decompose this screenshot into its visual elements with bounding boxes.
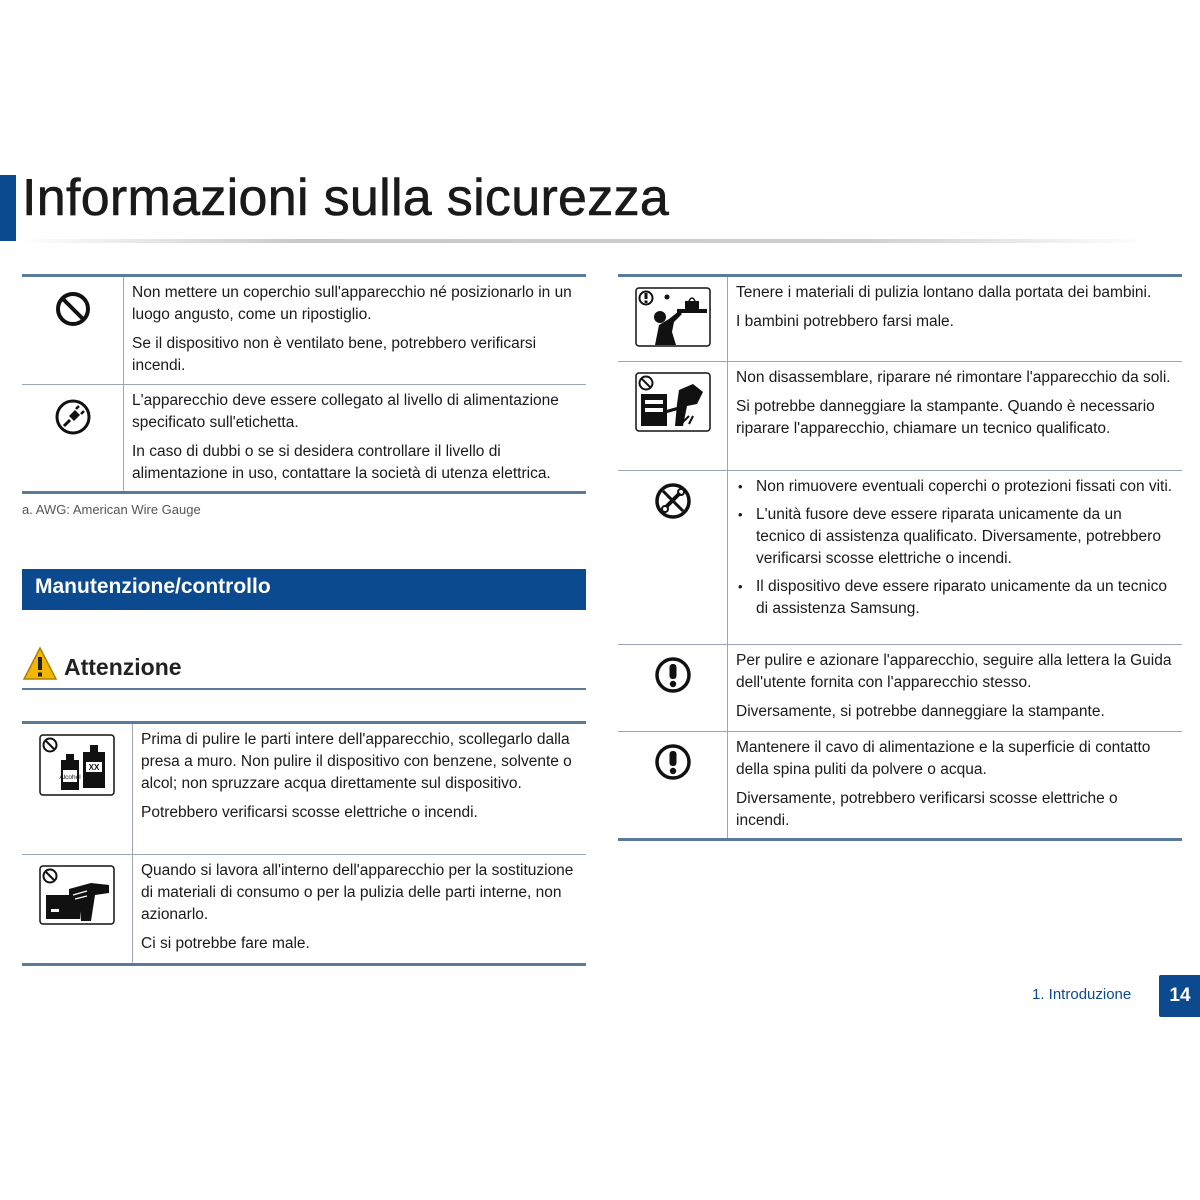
icon-label-xx: XX [88, 763, 100, 772]
list-item: • Il dispositivo deve essere riparato unicamente da un tecnico di assistenza Samsung. [736, 576, 1174, 620]
paragraph: Se il dispositivo non è ventilato bene, potrebbero verificarsi incendi. [132, 335, 537, 374]
footnote: a. AWG: American Wire Gauge [22, 502, 201, 517]
exclamation-circle-icon [618, 645, 728, 731]
bullet-list [736, 476, 1174, 620]
section-header [22, 569, 586, 610]
paragraph: In caso di dubbi o se si desidera controllare il livello di alimentazione in uso, contattare la società di utenza elettrica. [132, 443, 551, 482]
paragraph: Prima di pulire le parti intere dell'apparecchio, scollegarlo dalla presa a muro. Non pulire il dispositivo con benzene, solvente o alcol; non spruzzare acqua direttamente sul dispositivo. [141, 731, 572, 792]
paragraph: Non mettere un coperchio sull'apparecchio né posizionarlo in un luogo angusto, come un ripostiglio. [132, 284, 572, 323]
footer-section-link[interactable]: 1. Introduzione [1032, 986, 1132, 1003]
list-item: • L'unità fusore deve essere riparata unicamente da un tecnico di assistenza qualificato. Diversamente, potrebbero verificarsi scosse elettriche o incendi. [736, 504, 1174, 570]
paragraph: Mantenere il cavo di alimentazione e la superficie di contatto della spina puliti da polvere o acqua. [736, 739, 1151, 778]
keep-from-children-icon [618, 277, 728, 361]
paragraph: Tenere i materiali di pulizia lontano dalla portata dei bambini. [736, 284, 1152, 301]
title-divider [18, 239, 1148, 243]
table-row [618, 362, 1182, 471]
no-hand-inside-icon [22, 855, 133, 963]
title-accent-bar [0, 175, 16, 241]
no-disassembly-icon [618, 362, 728, 470]
page-number: 14 [1159, 975, 1200, 1017]
paragraph: Non disassemblare, riparare né rimontare l'apparecchio da soli. [736, 369, 1171, 386]
paragraph: Si potrebbe danneggiare la stampante. Quando è necessario riparare l'apparecchio, chiamare un tecnico qualificato. [736, 398, 1155, 437]
row-text [728, 277, 1182, 361]
paragraph: Ci si potrebbe fare male. [141, 935, 310, 952]
paragraph: Diversamente, potrebbero verificarsi scosse elettriche o incendi. [736, 790, 1118, 829]
row-text [728, 732, 1182, 838]
exclamation-circle-icon [618, 732, 728, 838]
row-text [124, 277, 586, 384]
safety-table-top-left [22, 274, 586, 494]
paragraph: I bambini potrebbero farsi male. [736, 313, 954, 330]
row-text [728, 471, 1182, 644]
no-tools-icon [618, 471, 728, 644]
caution-heading [22, 646, 586, 690]
icon-label-alcohol: Alcohol [59, 774, 81, 781]
paragraph: Diversamente, si potrebbe danneggiare la stampante. [736, 703, 1105, 720]
paragraph: Per pulire e azionare l'apparecchio, seguire alla lettera la Guida dell'utente fornita con l'apparecchio stesso. [736, 652, 1172, 691]
row-text [133, 855, 586, 963]
row-text [728, 362, 1182, 470]
table-row [618, 277, 1182, 362]
no-chemicals-cleaning-icon [22, 724, 133, 854]
warning-triangle-icon [22, 646, 58, 687]
safety-table-maintenance [22, 721, 586, 966]
row-text [124, 385, 586, 491]
list-item: • Non rimuovere eventuali coperchi o protezioni fissati con viti. [736, 476, 1174, 498]
table-row [618, 732, 1182, 838]
table-row [22, 724, 586, 855]
caution-label: Attenzione [64, 654, 182, 680]
table-row [22, 277, 586, 385]
table-row [22, 855, 586, 963]
electric-plug-icon [22, 385, 124, 491]
row-text [728, 645, 1182, 731]
table-row [618, 471, 1182, 645]
paragraph: L'apparecchio deve essere collegato al livello di alimentazione specificato sull'etichetta. [132, 392, 559, 431]
table-row [22, 385, 586, 491]
section-title: Manutenzione/controllo [35, 575, 271, 598]
paragraph: Potrebbero verificarsi scosse elettriche o incendi. [141, 804, 478, 821]
paragraph: Quando si lavora all'interno dell'apparecchio per la sostituzione di materiali di consumo o per la pulizia delle parti interne, non azionarlo. [141, 862, 574, 923]
page-title: Informazioni sulla sicurezza [22, 169, 670, 227]
row-text [133, 724, 586, 854]
safety-table-right [618, 274, 1182, 841]
prohibited-circle-icon [22, 277, 124, 384]
table-row [618, 645, 1182, 732]
